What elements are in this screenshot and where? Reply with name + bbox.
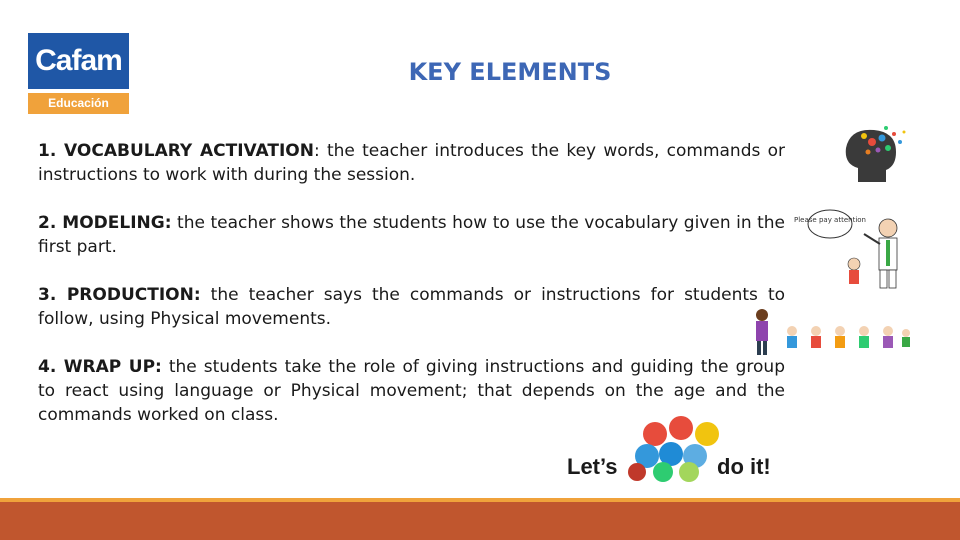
lets-do-it-graphic <box>567 412 792 482</box>
children-illustration <box>748 305 912 357</box>
logo-subtitle: Educación <box>28 93 129 114</box>
item-production <box>38 283 785 331</box>
item-vocabulary-activation <box>38 139 785 187</box>
speech-bubble-text: Please pay attention <box>794 216 866 224</box>
item-label: 2. MODELING: <box>38 213 172 233</box>
item-label: 4. WRAP UP: <box>38 357 162 377</box>
item-label: 3. PRODUCTION: <box>38 285 201 305</box>
item-label: 1. VOCABULARY ACTIVATION <box>38 141 314 161</box>
item-text: the teacher introduces the key words, commands or instructions to work with during the session. <box>38 141 785 185</box>
cafam-logo <box>28 33 129 114</box>
teacher-illustration <box>794 200 910 292</box>
logo-brand: Cafam <box>28 33 129 89</box>
lets-text: Let’s <box>567 454 618 479</box>
item-sep: : <box>314 141 320 161</box>
item-text: the teacher says the commands or instructions for students to follow, using Physical movements. <box>38 285 786 329</box>
do-it-text: do it! <box>717 454 771 479</box>
footer-bar <box>0 502 960 540</box>
item-text: the teacher shows the students how to use the vocabulary given in the first part. <box>38 213 785 257</box>
head-brain-illustration <box>838 122 918 190</box>
item-text: the students take the role of giving instructions and guiding the group to react using language or Physical movement; that depends on the age and the commands worked on class. <box>38 357 785 425</box>
page-title: KEY ELEMENTS <box>408 58 612 86</box>
item-modeling <box>38 211 785 259</box>
